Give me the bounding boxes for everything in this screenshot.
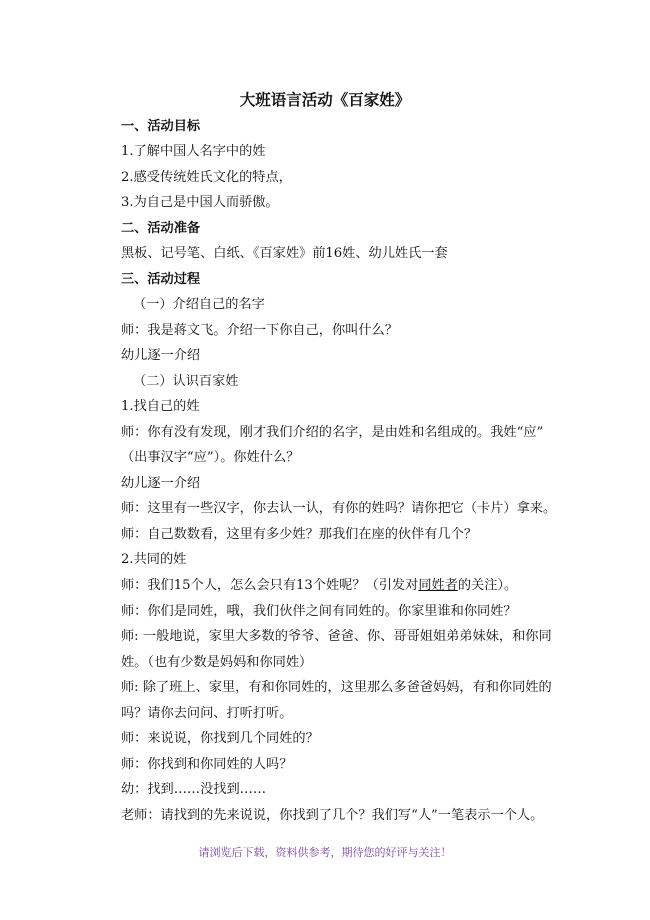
text-line: 师：你有没有发现，刚才我们介绍的名字，是由姓和名组成的。我姓“应” bbox=[121, 425, 544, 440]
document-title: 大班语言活动《百家姓》 bbox=[239, 91, 411, 109]
text-line: 师：这里有一些汉字，你去认一认，有你的姓吗？请你把它（卡片）拿来。 bbox=[121, 501, 557, 516]
goal-3: 3.为自己是中国人而骄傲。 bbox=[121, 195, 279, 210]
goal-2: 2.感受传统姓氏文化的特点， bbox=[121, 170, 292, 185]
text-segment: 的关注）。 bbox=[457, 578, 518, 593]
text-segment: 师：我们15个人，怎么会只有13个姓呢？（引发对 bbox=[121, 578, 419, 593]
underlined-term: 同姓者 bbox=[418, 578, 458, 593]
text-line: 幼儿逐一介绍 bbox=[121, 348, 201, 363]
text-line: 幼：找到……没找到…… bbox=[121, 782, 267, 797]
text-line: 师: 一般地说，家里大多数的爷爷、爸爸、你、哥哥姐姐弟弟妹妹，和你同 bbox=[121, 629, 552, 644]
text-line: 幼儿逐一介绍 bbox=[121, 476, 201, 491]
text-line: 老师：请找到的先来说说，你找到了几个？我们写“人”一笔表示一个人。 bbox=[121, 808, 544, 823]
sub-heading: 1.找自己的姓 bbox=[121, 399, 200, 414]
step-1-heading: （一）介绍自己的名字 bbox=[133, 297, 265, 312]
text-line bbox=[121, 577, 517, 595]
text-line: 姓。（也有少数是妈妈和你同姓） bbox=[121, 655, 313, 670]
sub-heading: 2.共同的姓 bbox=[121, 552, 187, 567]
text-line: 师：我是蒋文飞。介绍一下你自己，你叫什么？ bbox=[121, 323, 398, 338]
text-line: 师：自己数数看，这里有多少姓？那我们在座的伙伴有几个？ bbox=[121, 527, 478, 542]
prep-text: 黑板、记号笔、白纸、《百家姓》前16姓、幼儿姓氏一套 bbox=[121, 246, 448, 261]
text-line: 师：你们是同姓，哦，我们伙伴之间有同姓的。你家里谁和你同姓？ bbox=[121, 604, 517, 619]
goals-heading: 一、活动目标 bbox=[121, 119, 201, 134]
text-line: 师：来说说，你找到几个同姓的？ bbox=[121, 731, 319, 746]
step-2-heading: （二）认识百家姓 bbox=[133, 374, 239, 389]
process-heading: 三、活动过程 bbox=[121, 272, 201, 287]
text-line: 师: 除了班上、家里，有和你同姓的，这里那么多爸爸妈妈，有和你同姓的 bbox=[121, 680, 552, 695]
text-line: 吗？请你去问问、打听打听。 bbox=[121, 706, 293, 721]
goal-1: 1.了解中国人名字中的姓 bbox=[121, 144, 266, 159]
text-line: （出事汉字“应”）。你姓什么？ bbox=[121, 450, 300, 465]
text-line: 师：你找到和你同姓的人吗？ bbox=[121, 757, 293, 772]
footer-note: 请浏览后下载，资料供参考，期待您的好评与关注！ bbox=[198, 846, 452, 859]
prep-heading: 二、活动准备 bbox=[121, 221, 201, 236]
